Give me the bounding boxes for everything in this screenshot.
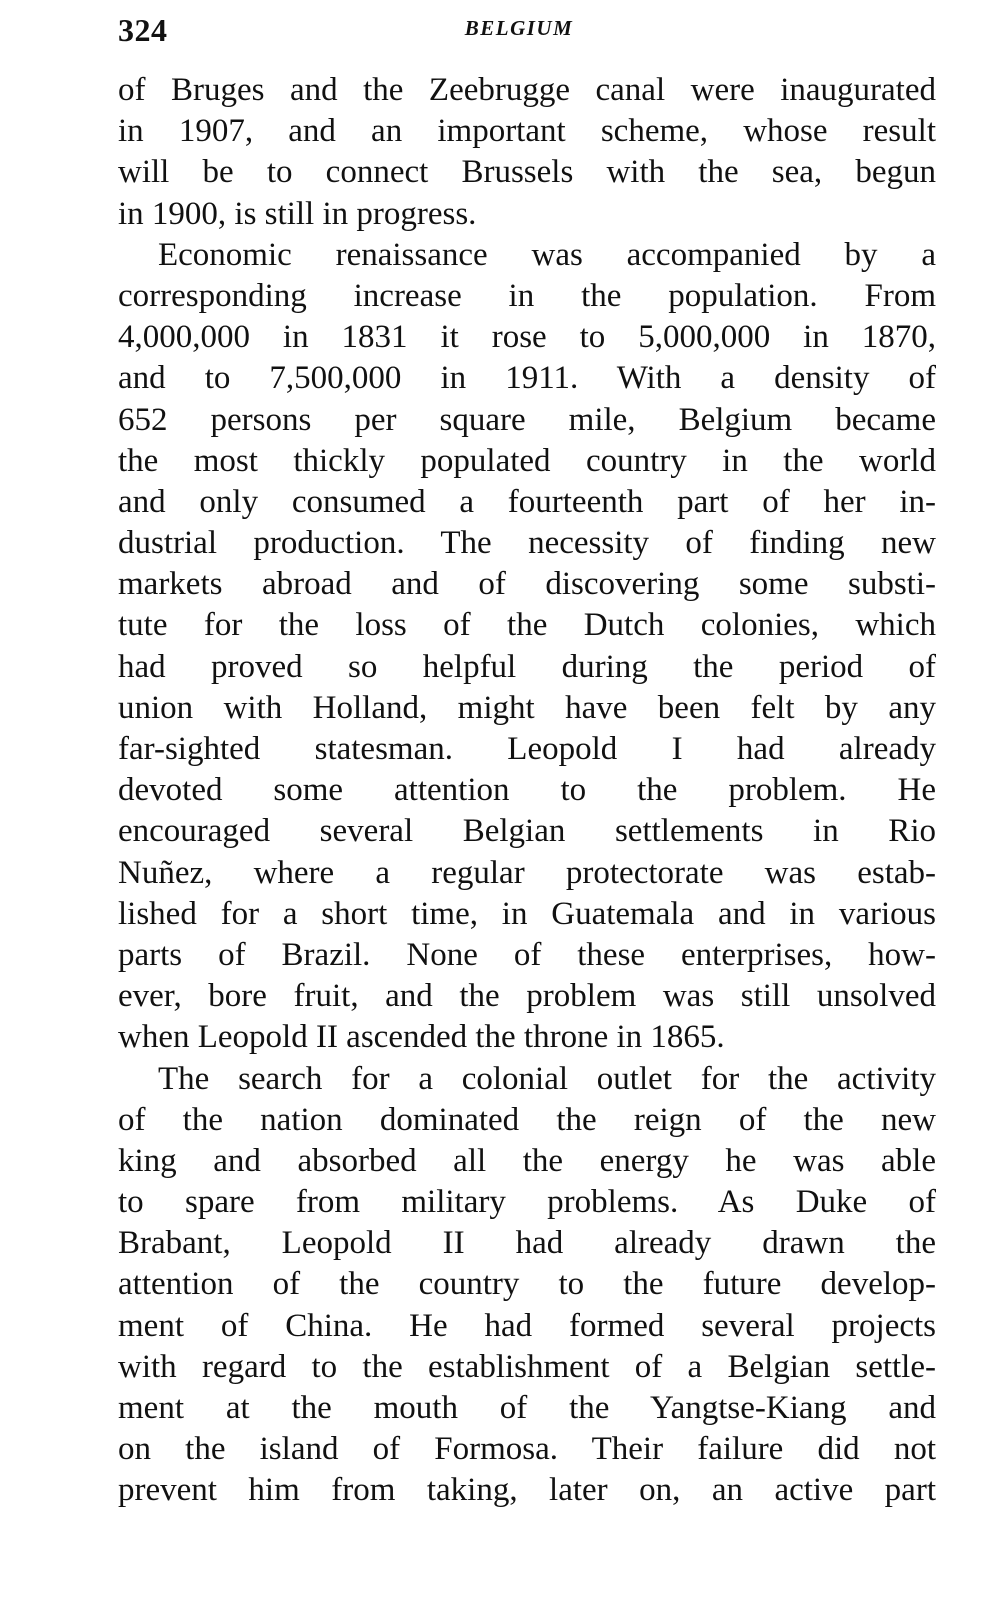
text-line: ever, bore fruit, and the problem was still unsolved xyxy=(118,978,936,1015)
text-line: corresponding increase in the population. From xyxy=(118,277,936,314)
text-line: in 1907, and an important scheme, whose result xyxy=(118,113,936,150)
text-line: ment at the mouth of the Yangtse-Kiang and xyxy=(118,1390,936,1426)
text-line: Economic renaissance was accompanied by a xyxy=(158,236,936,273)
text-line: far-sighted statesman. Leopold I had already xyxy=(118,731,936,767)
text-line: to spare from military problems. As Duke of xyxy=(118,1184,936,1221)
text-line: parts of Brazil. None of these enterprises, how- xyxy=(118,936,936,973)
text-line: in 1900, is still in progress. xyxy=(118,195,477,232)
text-line: had proved so helpful during the period of xyxy=(118,648,936,685)
text-line: Nuñez, where a regular protectorate was estab- xyxy=(118,854,936,891)
text-line: The search for a colonial outlet for the activity xyxy=(158,1060,936,1097)
page-number: 324 xyxy=(118,12,168,48)
text-line: lished for a short time, in Guatemala and in various xyxy=(118,895,936,932)
running-head xyxy=(118,12,938,52)
text-line: with regard to the establishment of a Belgian settle- xyxy=(118,1348,936,1385)
text-line: of Bruges and the Zeebrugge canal were inaugurated xyxy=(118,72,936,108)
text-line: and only consumed a fourteenth part of her in- xyxy=(118,483,936,520)
text-line: markets abroad and of discovering some substi- xyxy=(118,566,936,603)
text-line: will be to connect Brussels with the sea, begun xyxy=(118,154,936,191)
text-line: dustrial production. The necessity of finding new xyxy=(118,525,936,562)
text-line: ment of China. He had formed several projects xyxy=(118,1307,936,1344)
text-line: prevent him from taking, later on, an active part xyxy=(118,1472,936,1509)
text-line: the most thickly populated country in the world xyxy=(118,442,936,479)
text-line: king and absorbed all the energy he was able xyxy=(118,1142,936,1179)
text-line: when Leopold II ascended the throne in 1865. xyxy=(118,1019,725,1056)
text-line: encouraged several Belgian settlements in Rio xyxy=(118,813,936,850)
text-line: on the island of Formosa. Their failure did not xyxy=(118,1431,936,1468)
text-line: devoted some attention to the problem. He xyxy=(118,772,936,809)
text-line: 652 persons per square mile, Belgium became xyxy=(118,401,936,438)
text-line: attention of the country to the future develop- xyxy=(118,1266,936,1303)
text-line: of the nation dominated the reign of the new xyxy=(118,1101,936,1138)
running-title: BELGIUM xyxy=(464,16,574,40)
text-line: Brabant, Leopold II had already drawn the xyxy=(118,1225,936,1262)
body-text xyxy=(118,70,936,1512)
text-line: 4,000,000 in 1831 it rose to 5,000,000 in 1870, xyxy=(118,319,936,356)
text-line: union with Holland, might have been felt by any xyxy=(118,689,936,726)
text-line: and to 7,500,000 in 1911. With a density of xyxy=(118,360,936,397)
text-line: tute for the loss of the Dutch colonies, which xyxy=(118,607,936,644)
